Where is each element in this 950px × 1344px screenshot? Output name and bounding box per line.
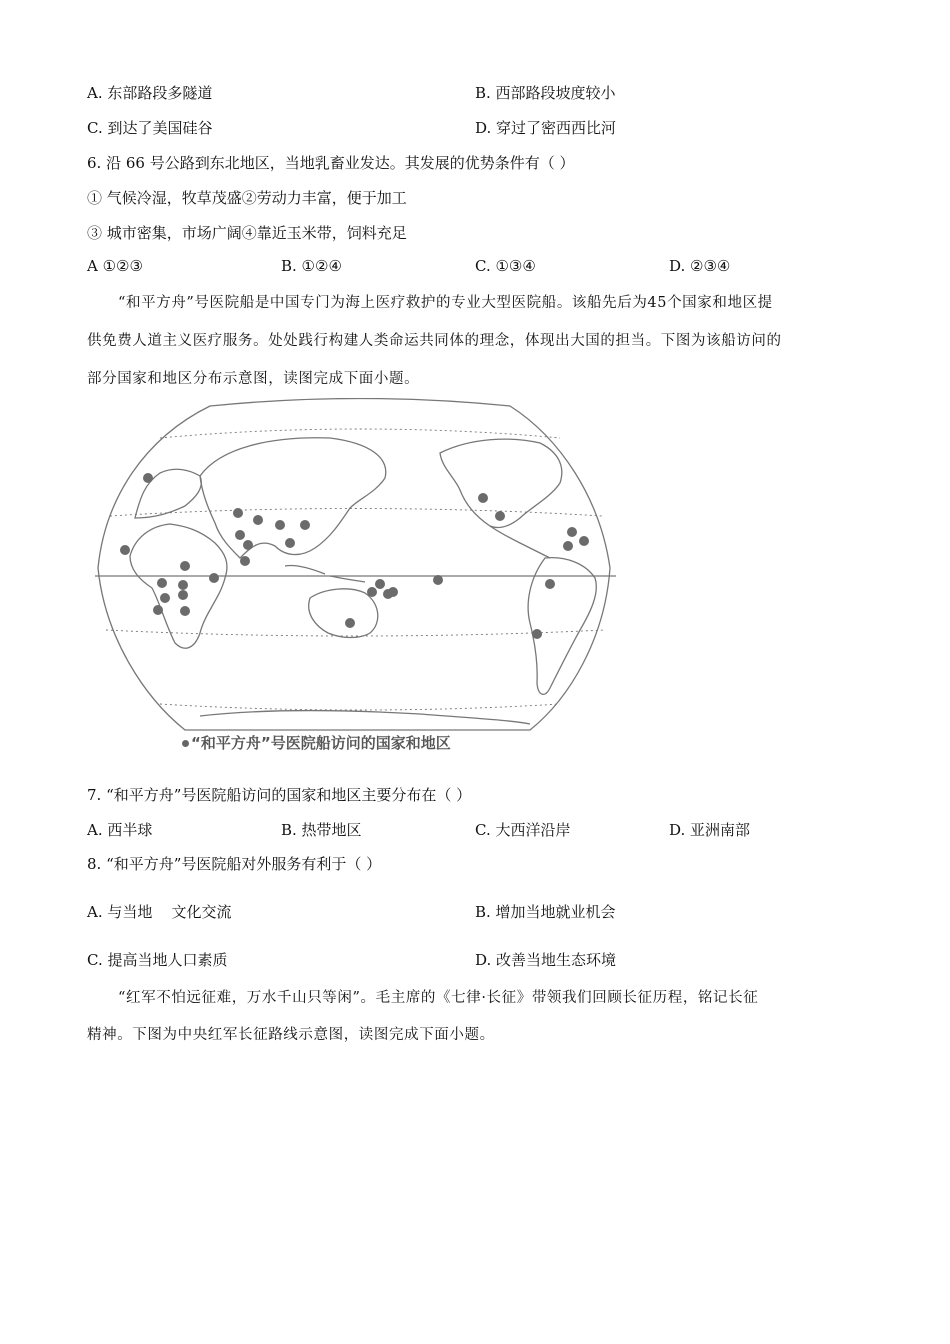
passage1-line1: “和平方舟”号医院船是中国专门为海上医疗救护的专业大型医院船。该船先后为45个国家和地区提 — [118, 295, 773, 311]
map-caption-text: “和平方舟”号医院船访问的国家和地区 — [191, 734, 451, 752]
q5-option-b: B. 西部路段坡度较小 — [475, 84, 616, 102]
antarctica-outline — [200, 711, 530, 725]
map-marker — [233, 508, 243, 518]
q5-option-a: A. 东部路段多隧道 — [87, 84, 213, 102]
passage2-line2: 精神。下图为中央红军长征路线示意图，读图完成下面小题。 — [87, 1027, 495, 1043]
q7-option-d: D. 亚洲南部 — [669, 821, 751, 839]
q6-items-2: ③ 城市密集，市场广阔④靠近玉米带，饲料充足 — [87, 224, 407, 242]
q6-stem: 6. 沿 66 号公路到东北地区，当地乳畜业发达。其发展的优势条件有（ ） — [87, 154, 575, 172]
antarctic-circle — [160, 704, 560, 710]
australia-outline — [309, 589, 378, 638]
map-marker — [388, 587, 398, 597]
map-marker — [180, 561, 190, 571]
q7-stem: 7. “和平方舟”号医院船访问的国家和地区主要分布在（ ） — [87, 786, 472, 804]
q8-option-d: D. 改善当地生态环境 — [475, 951, 617, 969]
map-caption — [182, 732, 451, 753]
map-marker — [285, 538, 295, 548]
map-marker — [375, 579, 385, 589]
visited-markers — [120, 473, 589, 639]
map-marker — [253, 515, 263, 525]
map-marker — [567, 527, 577, 537]
map-marker — [143, 473, 153, 483]
map-marker — [300, 520, 310, 530]
map-marker — [345, 618, 355, 628]
map-marker — [579, 536, 589, 546]
passage1-line2: 供免费人道主义医疗服务。处处践行构建人类命运共同体的理念，体现出大国的担当。下图为该船访问的 — [87, 333, 782, 349]
q6-option-c: C. ①③④ — [475, 257, 536, 275]
map-marker — [433, 575, 443, 585]
map-marker — [532, 629, 542, 639]
map-marker — [209, 573, 219, 583]
map-frame — [98, 399, 610, 731]
map-marker — [153, 605, 163, 615]
central-america-outline — [490, 526, 550, 558]
q6-option-d: D. ②③④ — [669, 257, 731, 275]
map-marker — [157, 578, 167, 588]
map-marker — [120, 545, 130, 555]
tropic-cancer — [110, 509, 602, 517]
world-map-figure — [90, 398, 620, 738]
q8-option-c: C. 提高当地人口素质 — [87, 951, 228, 969]
map-marker — [240, 556, 250, 566]
q6-items-1: ① 气候冷湿，牧草茂盛②劳动力丰富，便于加工 — [87, 189, 407, 207]
map-marker — [367, 587, 377, 597]
passage2-line1: “红军不怕远征难，万水千山只等闲”。毛主席的《七律·长征》带领我们回顾长征历程，铭记长征 — [118, 990, 759, 1006]
arctic-circle — [160, 429, 560, 438]
map-marker — [178, 590, 188, 600]
q8-option-a: A. 与当地 文化交流 — [87, 903, 232, 921]
q8-option-b: B. 增加当地就业机会 — [475, 903, 616, 921]
map-marker — [235, 530, 245, 540]
map-marker — [563, 541, 573, 551]
q8-stem: 8. “和平方舟”号医院船对外服务有利于（ ） — [87, 855, 382, 873]
map-marker — [243, 540, 253, 550]
q7-option-a: A. 西半球 — [87, 821, 153, 839]
map-marker — [180, 606, 190, 616]
indonesia-outline — [285, 565, 365, 582]
map-marker — [495, 511, 505, 521]
map-marker — [478, 493, 488, 503]
tropic-capricorn — [106, 630, 604, 636]
map-marker — [160, 593, 170, 603]
south-america-outline — [528, 558, 596, 695]
passage1-line3: 部分国家和地区分布示意图，读图完成下面小题。 — [87, 371, 420, 387]
q5-option-d: D. 穿过了密西西比河 — [475, 119, 617, 137]
q6-option-b: B. ①②④ — [281, 257, 342, 275]
legend-marker-icon — [182, 740, 189, 747]
map-marker — [178, 580, 188, 590]
q7-option-b: B. 热带地区 — [281, 821, 362, 839]
map-marker — [545, 579, 555, 589]
q7-option-c: C. 大西洋沿岸 — [475, 821, 571, 839]
q5-option-c: C. 到达了美国硅谷 — [87, 119, 213, 137]
q6-option-a: A ①②③ — [87, 257, 143, 275]
map-marker — [275, 520, 285, 530]
